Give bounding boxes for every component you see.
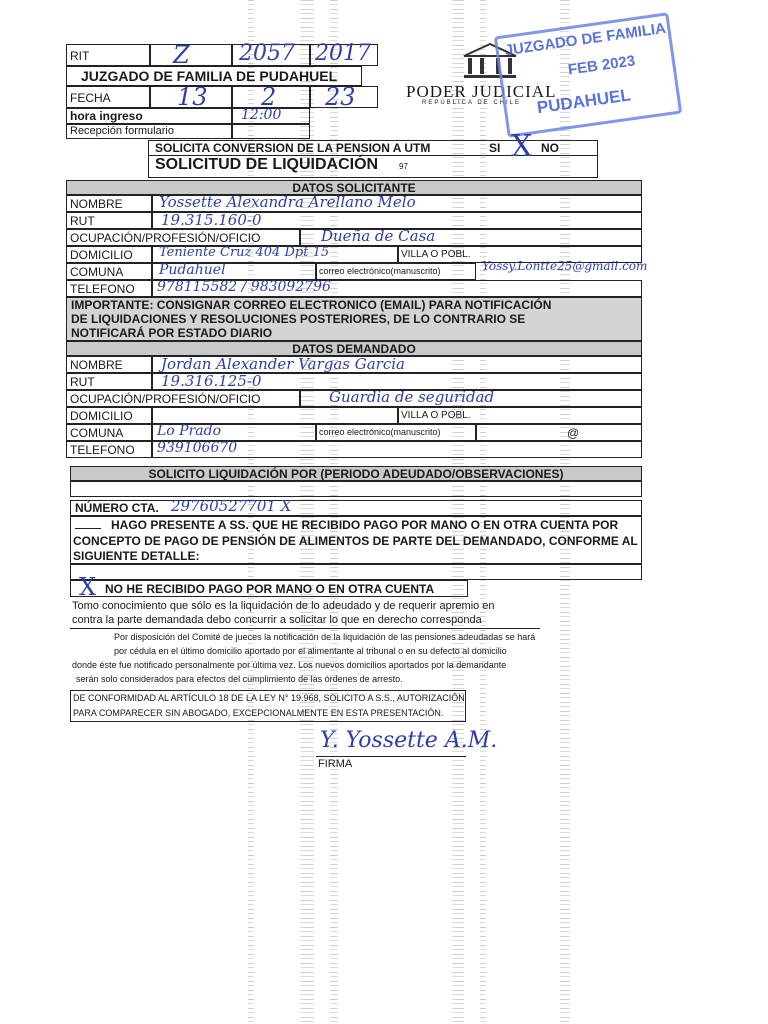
recepcion-label: Recepción formulario (70, 125, 174, 137)
fecha-month-box (232, 83, 310, 111)
fecha-year: 23 (325, 83, 356, 111)
rit-year-box (310, 41, 378, 66)
no-recibido-row (70, 573, 468, 601)
dem-telefono-label: TELEFONO (70, 443, 135, 457)
hora-value: 12:00 (241, 107, 282, 123)
sol-telefono-label-cell (66, 280, 152, 297)
sol-ocupacion-value: Dueña de Casa (321, 227, 436, 245)
hago-line2: CONCEPTO DE PAGO DE PENSIÓN DE ALIMENTOS DE PARTE DEL DEMANDADO, CONFORME AL (73, 534, 638, 548)
utm-no-label: NO (541, 141, 559, 155)
sol-nombre-label: NOMBRE (70, 197, 123, 211)
dem-rut-label-cell (66, 373, 152, 390)
dem-correo-label: correo electrónico(manuscrito) (319, 427, 441, 437)
sol-telefono-value: 978115582 / 983092796 (157, 279, 331, 295)
sol-comuna-value: Pudahuel (159, 262, 226, 278)
sol-domicilio-value: Teniente Cruz 404 Dpt 15 (159, 245, 330, 260)
dem-domicilio-label-cell (66, 407, 152, 424)
form-code: 97 (399, 162, 408, 171)
conformidad-box (70, 690, 466, 722)
sol-ocupacion-field[interactable] (300, 229, 642, 246)
dem-comuna-label-cell (66, 424, 152, 441)
fecha-month: 2 (261, 83, 277, 111)
hago-line3: SIGUIENTE DETALLE: (73, 549, 200, 563)
numero-cuenta-label: NÚMERO CTA. (75, 501, 159, 515)
sol-correo-label-cell (316, 263, 476, 280)
sol-domicilio-label-cell (66, 246, 152, 263)
court-name: JUZGADO DE FAMILIA DE PUDAHUEL (81, 68, 338, 84)
dem-telefono-field[interactable] (152, 441, 642, 458)
sol-ocupacion-label-cell (66, 229, 300, 246)
dem-nombre-label: NOMBRE (70, 358, 123, 372)
legal-p2-line4: serán solo considerados para efectos del cumplimiento de las órdenes de arresto. (76, 674, 403, 684)
fecha-day-box (150, 83, 232, 111)
rit-year: 2017 (315, 41, 371, 66)
legal-p2-line2: por cédula en el último domicilio aportado por el alimentante al tribunal o en su defecto al domicilio (114, 646, 507, 656)
dem-comuna-value: Lo Prado (157, 423, 222, 439)
fecha-year-box (310, 83, 378, 111)
sol-villa-label: VILLA O POBL. (401, 249, 471, 260)
solicitante-title: DATOS SOLICITANTE (292, 181, 416, 195)
dem-nombre-value: Jordan Alexander Vargas Garcia (161, 355, 405, 373)
dem-comuna-label: COMUNA (70, 426, 124, 440)
dem-rut-value: 19.316.125-0 (161, 372, 262, 390)
dem-domicilio-field[interactable] (152, 407, 398, 424)
sol-telefono-field[interactable] (152, 280, 642, 297)
importante-notice (66, 297, 642, 341)
no-recibido-mark[interactable]: X (79, 573, 97, 601)
sol-telefono-label: TELEFONO (70, 282, 135, 296)
hora-value-box (232, 108, 310, 124)
dem-correo-field[interactable] (476, 424, 642, 441)
rit-box (66, 44, 150, 66)
rit-number: 2057 (239, 41, 295, 66)
sol-rut-label-cell (66, 212, 152, 229)
dem-ocupacion-label: OCUPACIÓN/PROFESIÓN/OFICIO (70, 392, 261, 406)
sol-correo-field[interactable] (476, 259, 648, 280)
liquidacion-title: SOLICITO LIQUIDACIÓN POR (PERIODO ADEUDADO/OBSERVACIONES) (148, 467, 564, 481)
sol-rut-value: 19.315.160-0 (161, 211, 262, 229)
rit-letter-box (150, 41, 232, 69)
legal-p1-line1: Tomo conocimiento que sólo es la liquidación de lo adeudado y de requerir apremio en (72, 600, 495, 612)
conformidad-line2: PARA COMPARECER SIN ABOGADO, EXCEPCIONALMENTE EN ESTA PRESENTACIÓN. (73, 708, 444, 718)
hora-label: hora ingreso (70, 109, 143, 123)
dem-nombre-field[interactable] (152, 356, 642, 373)
firma-label: FIRMA (318, 758, 353, 770)
legal-p1-line2: contra la parte demandada debo concurrir a solicitar lo que en derecho corresponda (72, 614, 482, 626)
legal-p1-underline (70, 628, 540, 629)
utm-si-label: SI (489, 141, 501, 155)
hago-checkbox-line[interactable] (75, 528, 101, 529)
hago-line1: HAGO PRESENTE A SS. QUE HE RECIBIDO PAGO POR MANO O EN OTRA CUENTA POR (111, 518, 619, 532)
recepcion-value-box (232, 124, 310, 139)
fecha-label: FECHA (70, 91, 111, 105)
form-title: SOLICITUD DE LIQUIDACIÓN (155, 156, 379, 173)
sol-rut-label: RUT (70, 214, 95, 228)
logo-title: PODER JUDICIAL (406, 82, 557, 101)
utm-question: SOLICITA CONVERSION DE LA PENSION A UTM (155, 141, 431, 155)
liquidacion-header (70, 466, 642, 481)
fecha-box (66, 86, 150, 108)
demandado-title: DATOS DEMANDADO (292, 342, 416, 356)
utm-si-mark: X (511, 129, 533, 164)
stamp-court: JUZGADO DE FAMILIA (503, 19, 667, 60)
dem-telefono-label-cell (66, 441, 152, 458)
court-box (66, 66, 362, 86)
sol-nombre-value: Yossette Alexandra Arellano Melo (159, 193, 416, 211)
hora-box (66, 108, 232, 124)
sol-comuna-field[interactable] (152, 263, 316, 280)
numero-cuenta-row (70, 497, 642, 516)
sol-correo-value: Yossy.Lontte25@gmail.com (482, 259, 648, 273)
sol-nombre-field[interactable] (152, 195, 642, 212)
rit-label: RIT (70, 49, 90, 63)
dem-correo-at: @ (567, 426, 580, 440)
conformidad-line1: DE CONFORMIDAD AL ARTÍCULO 18 DE LA LEY N° 19.968, SOLICITO A S.S., AUTORIZACIÓN (73, 693, 465, 703)
signature: Y. Yossette A.M. (320, 728, 498, 753)
liquidacion-observaciones-box[interactable] (70, 481, 642, 497)
sol-correo-label: correo electrónico(manuscrito) (319, 266, 441, 276)
fecha-day: 13 (177, 83, 208, 111)
stamp-location: PUDAHUEL (535, 85, 632, 118)
importante-line3: NOTIFICARÁ POR ESTADO DIARIO (71, 326, 273, 340)
dem-rut-label: RUT (70, 375, 95, 389)
sol-domicilio-label: DOMICILIO (70, 248, 133, 262)
logo-subtitle: REPÚBLICA DE CHILE (422, 100, 522, 106)
utm-row (148, 129, 598, 164)
legal-p2-line3: donde éste fue notificado personalmente por última vez. Los nuevos domicilios aportados por la demandante (72, 660, 507, 670)
dem-domicilio-label: DOMICILIO (70, 409, 133, 423)
hago-presente-box (70, 516, 642, 564)
reception-stamp (494, 12, 682, 138)
sol-comuna-label: COMUNA (70, 265, 124, 279)
rit-number-box (232, 41, 310, 66)
legal-p2-line1: Por disposición del Comité de jueces la notificación de la liquidación de las pensiones adeudadas se hará (114, 632, 536, 642)
dem-villa-cell[interactable] (398, 407, 642, 424)
dem-correo-label-cell (316, 424, 476, 441)
form-title-row (148, 156, 598, 178)
demandado-header (66, 341, 642, 356)
recepcion-box (66, 124, 232, 139)
rit-letter: Z (173, 41, 190, 69)
sol-domicilio-field[interactable] (152, 246, 398, 263)
stamp-date: FEB 2023 (566, 52, 637, 79)
importante-line2: DE LIQUIDACIONES Y RESOLUCIONES POSTERIORES, DE LO CONTRARIO SE (71, 312, 526, 326)
sol-ocupacion-label: OCUPACIÓN/PROFESIÓN/OFICIO (70, 231, 261, 245)
numero-cuenta-value: 29760527701 X (171, 497, 292, 515)
no-recibido-text: NO HE RECIBIDO PAGO POR MANO O EN OTRA CUENTA (105, 582, 435, 596)
dem-ocupacion-label-cell (66, 390, 300, 407)
sol-comuna-label-cell (66, 263, 152, 280)
dem-telefono-value: 939106670 (157, 440, 238, 456)
dem-ocupacion-value: Guardia de seguridad (329, 388, 495, 406)
importante-line1: IMPORTANTE: CONSIGNAR CORREO ELECTRONICO (EMAIL) PARA NOTIFICACIÓN (71, 298, 552, 312)
dem-nombre-label-cell (66, 356, 152, 373)
dem-ocupacion-field[interactable] (300, 390, 642, 407)
detalle-box[interactable] (70, 564, 642, 580)
dem-villa-label: VILLA O POBL. (401, 410, 471, 421)
sol-nombre-label-cell (66, 195, 152, 212)
dem-comuna-field[interactable] (152, 424, 316, 441)
signature-line (316, 756, 466, 757)
